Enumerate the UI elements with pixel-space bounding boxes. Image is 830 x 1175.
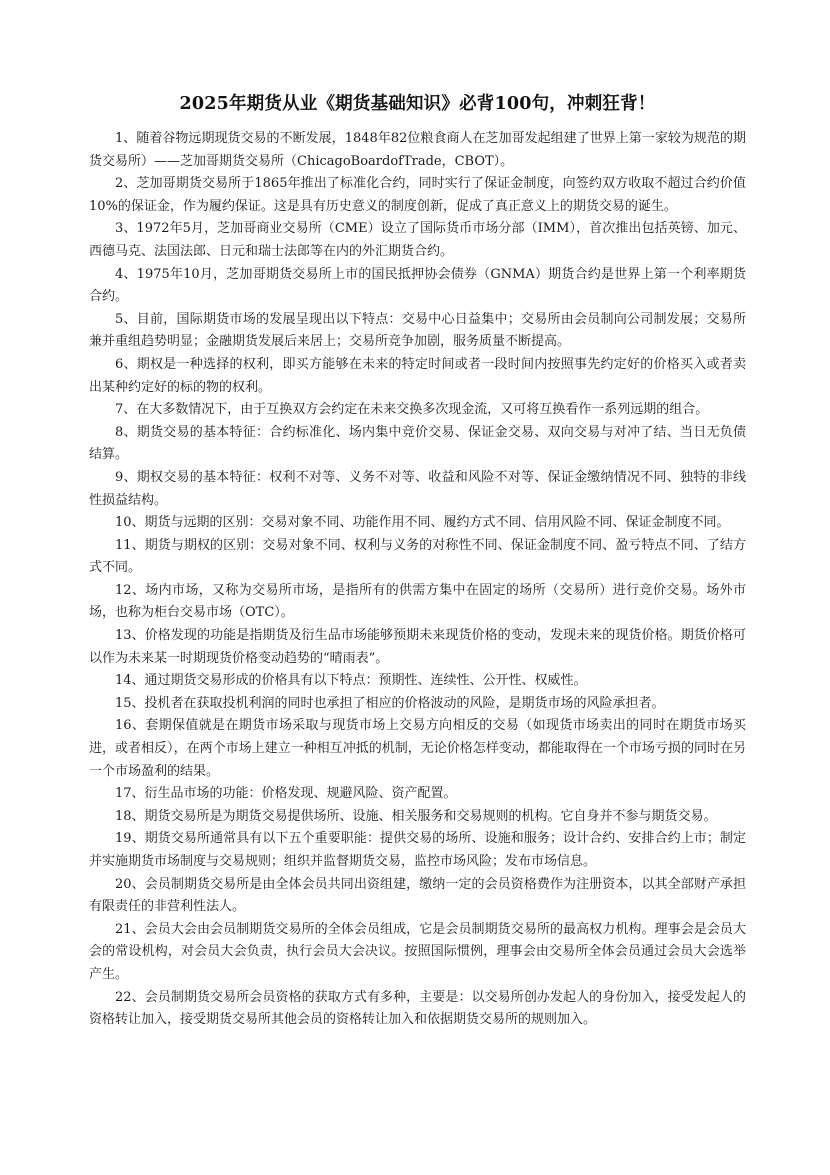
- paragraph: 11、期货与期权的区别：交易对象不同、权利与义务的对称性不同、保证金制度不同、盈亏特点不同、了结方式不同。: [89, 537, 746, 576]
- document-body: [89, 128, 746, 1032]
- paragraph: 4、1975年10月，芝加哥期货交易所上市的国民抵押协会债券（GNMA）期货合约是世界上第一个利率期货合约。: [89, 266, 746, 305]
- paragraph: 6、期权是一种选择的权利，即买方能够在未来的特定时间或者一段时间内按照事先约定好的价格买入或者卖出某种约定好的标的物的权利。: [89, 356, 746, 395]
- paragraph: 22、会员制期货交易所会员资格的获取方式有多种，主要是：以交易所创办发起人的身份加入，接受发起人的资格转让加入，接受期货交易所其他会员的资格转让加入和依据期货交易所的规则加入。: [89, 989, 746, 1028]
- paragraph: 17、衍生品市场的功能：价格发现、规避风险、资产配置。: [115, 786, 457, 802]
- paragraph: 3、1972年5月，芝加哥商业交易所（CME）设立了国际货币市场分部（IMM），首次推出包括英镑、加元、西德马克、法国法郎、日元和瑞士法郎等在内的外汇期货合约。: [89, 221, 746, 259]
- paragraph: 18、期货交易所是为期货交易提供场所、设施、相关服务和交易规则的机构。它自身并不参与期货交易。: [115, 808, 717, 824]
- paragraph: 12、场内市场，又称为交易所市场，是指所有的供需方集中在固定的场所（交易所）进行竞价交易。场外市场，也称为柜台交易市场（OTC）。: [89, 582, 746, 621]
- paragraph: 1、随着谷物远期现货交易的不断发展，1848年82位粮食商人在芝加哥发起组建了世界上第一家较为规范的期货交易所）——芝加哥期货交易所（ChicagoBoardofTrade，CBOT）。: [89, 131, 746, 169]
- paragraph: 9、期权交易的基本特征：权利不对等、义务不对等、收益和风险不对等、保证金缴纳情况不同、独特的非线性损益结构。: [89, 469, 746, 508]
- paragraph: 7、在大多数情况下，由于互换双方会约定在未来交换多次现金流，又可将互换看作一系列远期的组合。: [115, 402, 709, 418]
- paragraph: 21、会员大会由会员制期货交易所的全体会员组成，它是会员制期货交易所的最高权力机构。理事会是会员大会的常设机构，对会员大会负责，执行会员大会决议。按照国际惯例，理事会由交易所全体会员通过会员大会选举产生。: [89, 921, 746, 982]
- paragraph: 2、芝加哥期货交易所于1865年推出了标准化合约，同时实行了保证金制度，向签约双方收取不超过合约价值10%的保证金，作为履约保证。这是具有历史意义的制度创新，促成了真正意义上的期货交易的诞生。: [89, 176, 746, 214]
- paragraph: 15、投机者在获取投机利润的同时也承担了相应的价格波动的风险，是期货市场的风险承担者。: [115, 695, 665, 711]
- paragraph: 8、期货交易的基本特征：合约标准化、场内集中竞价交易、保证金交易、双向交易与对冲了结、当日无负债结算。: [89, 424, 746, 463]
- paragraph: 16、套期保值就是在期货市场采取与现货市场上交易方向相反的交易（如现货市场卖出的同时在期货市场买进，或者相反），在两个市场上建立一种相互冲抵的机制，无论价格怎样变动，都能取得在一个市场亏损的同时在另一个市场盈利的结果。: [89, 718, 746, 779]
- paragraph: 20、会员制期货交易所是由全体会员共同出资组建，缴纳一定的会员资格费作为注册资本，以其全部财产承担有限责任的非营利性法人。: [89, 876, 746, 915]
- paragraph: 5、目前，国际期货市场的发展呈现出以下特点：交易中心日益集中；交易所由会员制向公司制发展；交易所兼并重组趋势明显；金融期货发展后来居上；交易所竞争加剧，服务质量不断提高。: [89, 311, 746, 350]
- paragraph: 10、期货与远期的区别：交易对象不同、功能作用不同、履约方式不同、信用风险不同、保证金制度不同。: [115, 515, 730, 531]
- paragraph: 19、期货交易所通常具有以下五个重要职能：提供交易的场所、设施和服务；设计合约、安排合约上市；制定并实施期货市场制度与交易规则；组织并监督期货交易，监控市场风险；发布市场信息。: [89, 831, 746, 869]
- paragraph: 13、价格发现的功能是指期货及衍生品市场能够预期未来现货价格的变动，发现未来的现货价格。期货价格可以作为未来某一时期现货价格变动趋势的“晴雨表”。: [89, 628, 746, 666]
- document-title: 2025年期货从业《期货基础知识》必背100句，冲刺狂背！: [179, 94, 656, 114]
- paragraph: 14、通过期货交易形成的价格具有以下特点：预期性、连续性、公开性、权威性。: [115, 673, 587, 689]
